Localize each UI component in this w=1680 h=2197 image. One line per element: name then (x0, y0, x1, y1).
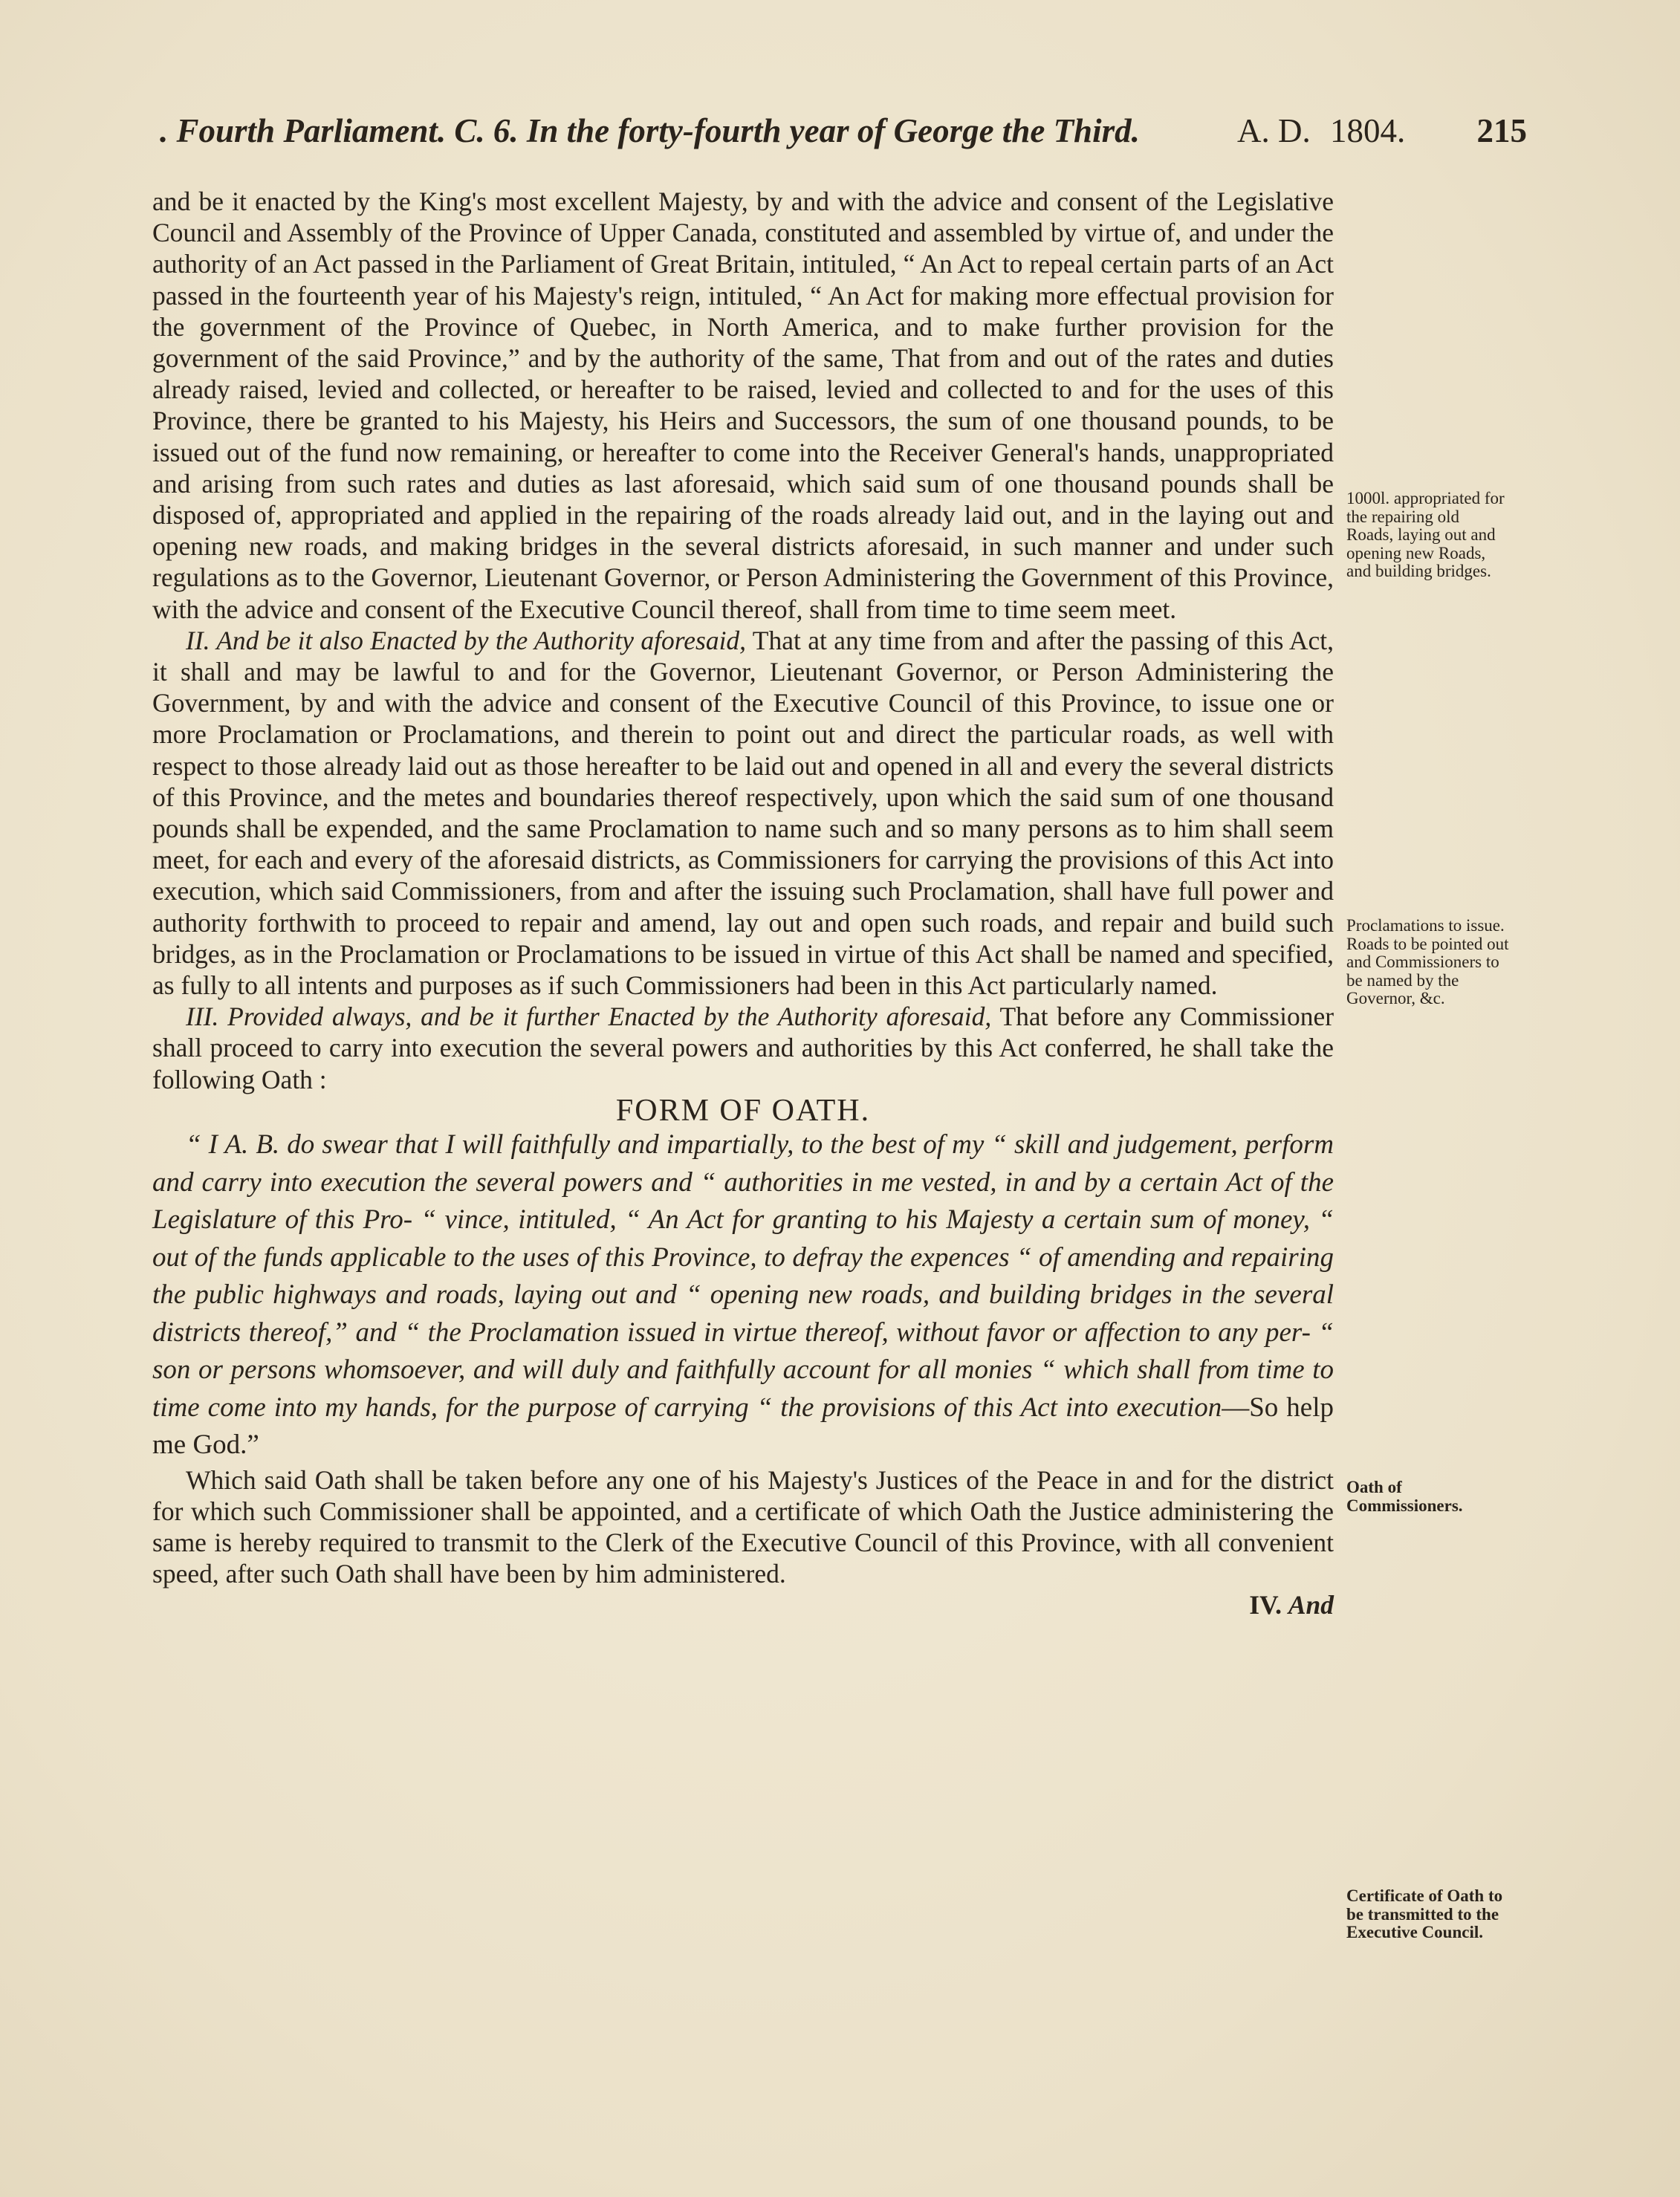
paragraph-1: and be it enacted by the King's most excellent Majesty, by and with the advice and consent of the Legislative Council and Assembly of the Province of Upper Canada, constituted and assembled by virtue of, and under the authority of an Act passed in the Parliament of Great Britain, intituled, “ An Act to repeal certain parts of an Act passed in the fourteenth year of his Majesty's reign, intituled, “ An Act for making more effectual provision for the government of the Province of Quebec, in North America, and to make further provision for the government of the said Province,” and by the authority of the same, That from and out of the rates and duties already raised, levied and collected, or hereafter to be raised, levied and collected to and for the uses of this Province, there be granted to his Majesty, his Heirs and Successors, the sum of one thousand pounds, to be issued out of the fund now remaining, or hereafter to come into the Receiver General's hands, unappropriated and arising from such rates and duties as last aforesaid, which said sum of one thousand pounds shall be disposed of, appropriated and applied in the repairing of the roads already laid out, and in the laying out and opening new roads, and making bridges in the several districts aforesaid, in such manner and under such regulations as to the Governor, Lieutenant Governor, or Person Administering the Government of this Province, with the advice and consent of the Executive Council thereof, shall from time to time seem meet. (152, 186, 1334, 624)
margin-note-oath: Oath of Commissioners. (1346, 1478, 1463, 1515)
oath-text (152, 1126, 1334, 1464)
anno-domini: A. D. (1237, 112, 1311, 149)
oath-body: “ I A. B. do swear that I will faithfully and impartially, to the best of my “ skill and judgement, perform and carry into execution the several powers and “ authorities in me vested, in and by a certain Act of the Legislature of this Pro- “ vince, intituled, “ An Act for granting to his Majesty a certain sum of money, “ out of the funds applicable to the uses of this Province, to defray the expences “ of amending and repairing the public highways and roads, laying out and “ opening new roads, and building bridges in the several districts thereof,” and “ the Proclamation issued in virtue thereof, without favor or affection to any per- “ son or persons whomsoever, and will duly and faithfully account for all monies “ which shall from time to time come into my hands, for the purpose of carrying “ the provisions of this Act into execution (152, 1129, 1334, 1423)
page-header (160, 111, 1527, 163)
catchword (152, 1589, 1334, 1620)
margin-note-certificate: Certificate of Oath to be transmitted to the Executive Council. (1346, 1886, 1503, 1941)
running-title: . Fourth Parliament. C. 6. In the forty-fourth year of George the Third. (160, 112, 1140, 149)
margin-note-proclamations: Proclamations to issue. Roads to be pointed out and Commissioners to be named by the Governor, &c. (1346, 916, 1509, 1007)
paragraph-2 (152, 625, 1334, 1001)
page-number: 215 (1476, 112, 1527, 149)
section-2-text: That at any time from and after the passing of this Act, it shall and may be lawful to and for the Governor, Lieutenant Governor, or Person Administering the Government, by and with the advice and consent of the Executive Council of this Province, to issue one or more Proclamation or Proclamations, and therein to point out and direct the particular roads, as well with respect to those already laid out as those hereafter to be laid out and opened in all and every the several districts of this Province, and the metes and boundaries thereof respectively, upon which the said sum of one thousand pounds shall be expended, and the same Proclamation to name such and so many persons as to him shall seem meet, for each and every of the aforesaid districts, as Commissioners for carrying the provisions of this Act into execution, which said Commissioners, from and after the issuing such Proclamation, shall have full power and authority forthwith to proceed to repair and amend, lay out and open such roads, and repair and build such bridges, as in the Proclamation or Proclamations to be issued in virtue of this Act shall be named and specified, as fully to all intents and purposes as if such Commissioners had been in this Act particularly named. (152, 625, 1334, 1001)
paragraph-3 (152, 1001, 1334, 1095)
section-3-lead: III. Provided always, and be it further Enacted by the Authority aforesaid, (186, 1002, 992, 1032)
paragraph-4: Which said Oath shall be taken before any one of his Majesty's Justices of the Peace in and for the district for which such Commissioner shall be appointed, and a certificate of which Oath the Justice administering the same is hereby required to transmit to the Clerk of the Executive Council of this Province, with all convenient speed, after such Oath shall have been by him administered. (152, 1464, 1334, 1589)
catchword-word: And (1288, 1590, 1334, 1620)
statute-text (152, 186, 1334, 1621)
section-2-lead: II. And be it also Enacted by the Authority aforesaid, (186, 625, 747, 655)
margin-note-appropriation: 1000l. appropriated for the repairing old Roads, laying out and opening new Roads, and building bridges. (1346, 489, 1505, 580)
section-3-text: That before any Commissioner shall proceed to carry into execution the several powers and authorities by this Act conferred, he shall take the following Oath : (152, 1002, 1334, 1094)
oath-end: —So help me God.” (152, 1392, 1334, 1461)
catchword-number: IV. (1249, 1590, 1282, 1620)
oath-title: FORM OF OATH. (615, 1093, 871, 1128)
year: 1804. (1330, 112, 1406, 149)
